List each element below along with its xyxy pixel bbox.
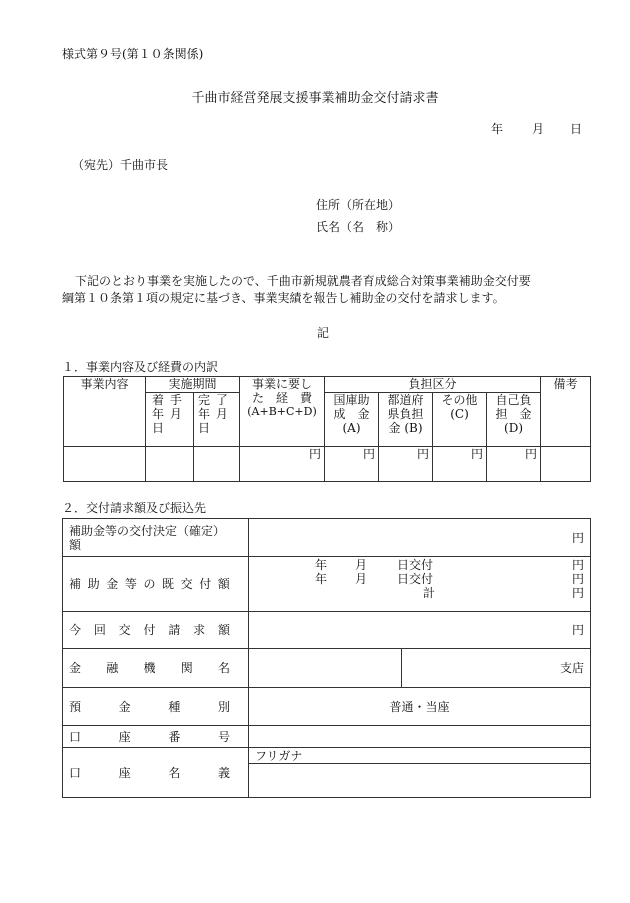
cell-end[interactable] bbox=[194, 447, 240, 482]
col-end-header: 完 了 年 月 日 bbox=[194, 393, 240, 447]
col-start-header: 着 手 年 月 日 bbox=[146, 393, 194, 447]
bank-name-field[interactable] bbox=[249, 649, 402, 688]
branch-field[interactable]: 支店 bbox=[402, 649, 591, 688]
row-request-label: 今 回 交 付 請 求 額 bbox=[63, 612, 249, 649]
paid-amount[interactable]: 年 月 日交付 円 年 月 日交付 円 計 円 bbox=[249, 557, 591, 612]
col-a-header: 国庫助 成 金 (A) bbox=[325, 393, 379, 447]
address-label: 住所（所在地） bbox=[316, 198, 401, 212]
form-number: 様式第９号(第１０条関係) bbox=[62, 47, 204, 61]
account-type-field[interactable]: 普通・当座 bbox=[249, 688, 591, 726]
col-d-header: 自己負 担 金 (D) bbox=[487, 393, 541, 447]
row-type-label: 預 金 種 別 bbox=[63, 688, 249, 726]
row-paid-label: 補 助 金 等 の 既 交 付 額 bbox=[63, 557, 249, 612]
date-month: 月 bbox=[532, 122, 545, 136]
col-period-header: 実施期間 bbox=[146, 377, 240, 393]
cell-c[interactable]: 円 bbox=[433, 447, 487, 482]
cell-business[interactable] bbox=[64, 447, 146, 482]
body-text-line-2: 綱第１０条第１項の規定に基づき、事業実績を報告し補助金の交付を請求します。 bbox=[62, 291, 505, 305]
col-cost-header: 事業に要し た 経 費 (A+B+C+D) bbox=[240, 377, 325, 447]
col-c-header: その他 (C) bbox=[433, 393, 487, 447]
row-number-label: 口 座 番 号 bbox=[63, 726, 249, 748]
cell-d[interactable]: 円 bbox=[487, 447, 541, 482]
decided-amount[interactable]: 円 bbox=[249, 519, 591, 557]
payment-table bbox=[62, 518, 591, 798]
cell-cost[interactable]: 円 bbox=[240, 447, 325, 482]
row-decided-label: 補助金等の交付決定（確定） 額 bbox=[63, 519, 249, 557]
ki-label: 記 bbox=[317, 326, 330, 340]
account-holder-field[interactable] bbox=[249, 764, 591, 798]
cell-b[interactable]: 円 bbox=[379, 447, 433, 482]
row-bank-label: 金 融 機 関 名 bbox=[63, 649, 249, 688]
col-b-header: 都道府 県負担 金 (B) bbox=[379, 393, 433, 447]
col-business-header: 事業内容 bbox=[64, 377, 146, 447]
cell-start[interactable] bbox=[146, 447, 194, 482]
section1-heading: １．事業内容及び経費の内訳 bbox=[62, 360, 219, 374]
col-remarks-header: 備考 bbox=[541, 377, 591, 447]
date-year: 年 bbox=[491, 122, 504, 136]
col-burden-header: 負担区分 bbox=[325, 377, 541, 393]
request-amount[interactable]: 円 bbox=[249, 612, 591, 649]
addressee: （宛先）千曲市長 bbox=[72, 158, 169, 172]
date-day: 日 bbox=[570, 122, 583, 136]
expense-table bbox=[63, 376, 591, 482]
furigana-field[interactable]: フリガナ bbox=[249, 748, 591, 764]
page-title: 千曲市経営発展支援事業補助金交付請求書 bbox=[191, 91, 439, 106]
account-number-field[interactable] bbox=[249, 726, 591, 748]
name-label: 氏名（名 称） bbox=[316, 220, 401, 234]
cell-remarks[interactable] bbox=[541, 447, 591, 482]
section2-heading: ２．交付請求額及び振込先 bbox=[62, 501, 207, 515]
cell-a[interactable]: 円 bbox=[325, 447, 379, 482]
body-text-line-1: 下記のとおり事業を実施したので、千曲市新規就農者育成総合対策事業補助金交付要 bbox=[75, 274, 531, 288]
row-holder-label: 口 座 名 義 bbox=[63, 748, 249, 798]
